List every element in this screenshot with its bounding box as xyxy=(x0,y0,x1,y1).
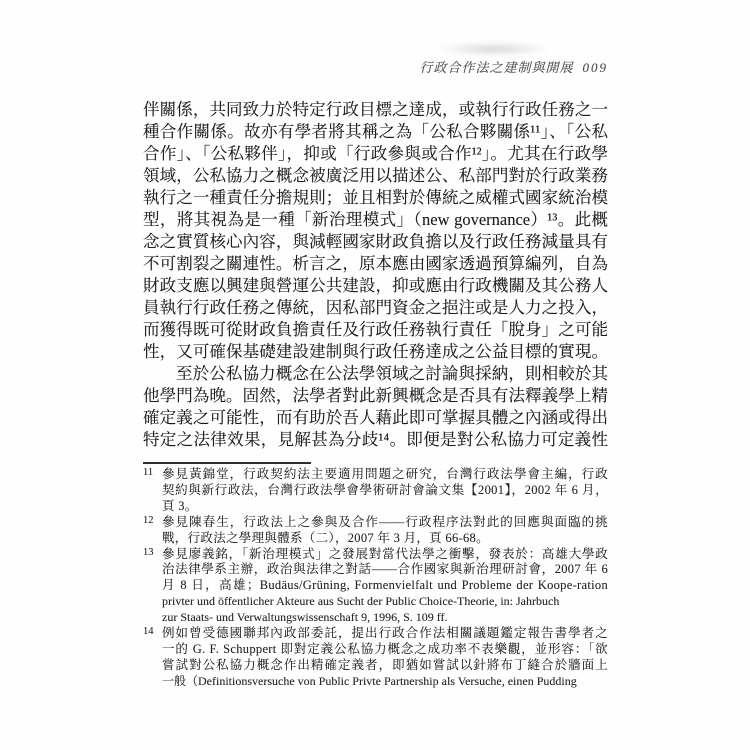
footnote-line: 嘗試對公私協力概念作出精確定義者，即猶如嘗試以針將布丁縫合於牆面上 xyxy=(162,657,608,672)
footnote-number: 14 xyxy=(143,626,154,638)
text-line: 財政支應以興建與營運公共建設，抑或應由行政機關及其公務人 xyxy=(143,276,608,295)
running-head xyxy=(143,59,608,76)
page-number: 009 xyxy=(582,60,608,75)
footnote-line: 參見陳春生，行政法上之參與及合作——行政程序法對此的回應與面臨的挑 xyxy=(162,514,608,529)
text-line: 伴關係，共同致力於特定行政目標之達成，或執行行政任務之一 xyxy=(143,100,608,119)
footnote-line: zur Staats- und Verwaltungswissenschaft 9, 1996, S. 109 ff. xyxy=(162,610,448,625)
footnote-number: 11 xyxy=(143,467,154,478)
text-line: 不可割裂之關連性。析言之，原本應由國家透過預算編列，自為 xyxy=(143,254,608,273)
chapter-title: 行政合作法之建制與開展 xyxy=(419,60,574,75)
text-line: 確定義之可能性，而有助於吾人藉此即可掌握具體之內涵或得出 xyxy=(143,408,608,427)
text-line: 念之實質核心內容，與減輕國家財政負擔以及行政任務減量具有 xyxy=(143,232,608,251)
footnote-line: 戰，行政法之學理與體系（二），2007 年 3 月，頁 66-68。 xyxy=(162,530,489,545)
scan-artifact xyxy=(436,42,551,56)
text-line: 種合作關係。故亦有學者將其稱之為「公私合夥關係¹¹」、「公私 xyxy=(143,122,608,141)
body-text xyxy=(143,99,608,451)
footnote-line: 契約與新行政法，台灣行政法學會學術研討會論文集【2001】，2002 年 6 月， xyxy=(162,482,608,497)
footnotes xyxy=(143,467,608,690)
text-line: 領域，公私協力之概念被廣泛用以描述公、私部門對於行政業務 xyxy=(143,166,608,185)
footnote-line: 治法律學系主辦，政治與法律之對話——合作國家與新治理研討會，2007 年 6 xyxy=(162,562,608,577)
footnote-line: 月 8 日，高雄；Budäus/Grüning, Formenvielfalt und Probleme der Koope-ration xyxy=(162,578,608,593)
footnote-line: 參見廖義銘，「新治理模式」之發展對當代法學之衝擊，發表於：高雄大學政 xyxy=(162,546,608,561)
footnote-separator xyxy=(143,462,311,464)
text-line: 性，又可確保基礎建設建制與行政任務達成之公益目標的實現。 xyxy=(143,342,608,361)
text-line: 他學門為晚。固然，法學者對此新興概念是否具有法釋義學上精 xyxy=(143,386,608,405)
footnote-number: 13 xyxy=(143,546,154,558)
footnote-14 xyxy=(143,626,608,690)
footnote-line: 參見黃錦堂，行政契約法主要適用問題之研究，台灣行政法學會主編，行政 xyxy=(162,467,608,481)
text-line: 執行之一種責任分擔規則；並且相對於傳統之威權式國家統治模 xyxy=(143,188,608,207)
text-line: 型，將其視為是一種「新治理模式」（new governance）¹³。此概 xyxy=(143,210,608,229)
footnote-line: privter und öffentlicher Akteure aus Sucht der Public Choice-Theorie, in: Jahrbuch xyxy=(162,594,560,609)
text-line: 而獲得既可從財政負擔責任及行政任務執行責任「脫身」之可能 xyxy=(143,320,608,339)
footnote-11 xyxy=(143,467,608,515)
footnote-number: 12 xyxy=(143,514,154,526)
text-line-paragraph-start: 至於公私協力概念在公法學領域之討論與採納，則相較於其 xyxy=(176,364,608,383)
footnote-line: 一的 G. F. Schuppert 即對定義公私協力概念之成功率不表樂觀，並形容：「欲 xyxy=(162,641,608,656)
footnote-13 xyxy=(143,547,608,627)
footnote-12 xyxy=(143,515,608,547)
text-line: 特定之法律效果，見解甚為分歧¹⁴。即便是對公私協力可定義性 xyxy=(143,430,608,449)
footnote-line: 頁 3。 xyxy=(162,498,198,513)
footnote-line: 例如曾受德國聯邦內政部委託，提出行政合作法相關議題鑑定報告書學者之 xyxy=(162,626,608,641)
text-line: 員執行行政任務之傳統，因私部門資金之挹注或是人力之投入， xyxy=(143,298,608,317)
footnote-line: 一般（Definitionsversuche von Public Privte Partnership als Versuche, einen Pudding xyxy=(162,673,577,688)
text-line: 合作」、「公私夥伴」，抑或「行政參與或合作¹²」。尤其在行政學 xyxy=(143,144,608,163)
